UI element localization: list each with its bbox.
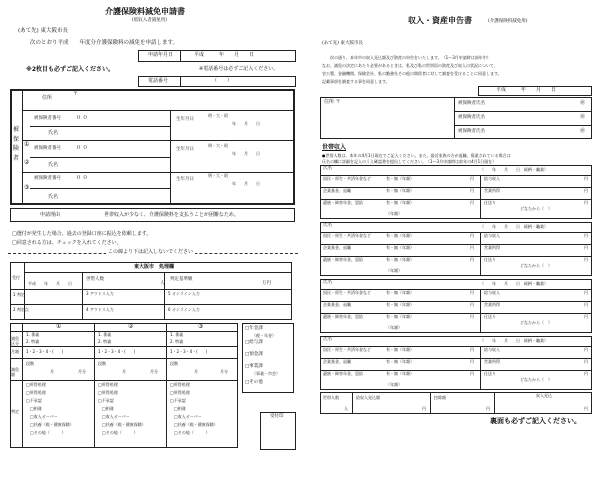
proc-income-unit: 万円 — [262, 281, 271, 286]
member-2-right-yen-2: 円 — [584, 245, 588, 250]
member-4-rule-2 — [320, 358, 592, 359]
summary-deduct: 控除額 — [434, 395, 446, 400]
member-1-right-yen-1: 円 — [584, 176, 588, 181]
right-insured-2: 被保険者氏名 — [458, 115, 485, 120]
member-2-yen-3: 円 — [470, 257, 474, 262]
person-3-insured-prefix[interactable]: ０ ０ — [76, 175, 88, 181]
member-3-right-label-2: 営業所得 — [484, 302, 500, 307]
member-1-yen-3: 円 — [470, 200, 474, 205]
right-seal-2: ㊞ — [580, 114, 586, 120]
c3-check-3[interactable]: □不承認 — [170, 398, 186, 403]
member-3-divider — [480, 289, 481, 333]
member-1-right-yen-2: 円 — [584, 188, 588, 193]
member-1-yen-2: 円 — [470, 188, 474, 193]
c1-check-5[interactable]: □収入オーバー — [30, 414, 58, 419]
member-4-right-label-2: 営業所得 — [484, 359, 500, 364]
c3-check-5[interactable]: □収入オーバー — [174, 414, 202, 419]
summary-expected: 収入見込 — [536, 393, 552, 398]
notice-two-copies: ※2枚目も必ずご記入ください。 — [26, 66, 115, 73]
member-4-from-who: どなたから（ ） — [520, 377, 552, 382]
member-4-right-yen-2: 円 — [584, 359, 588, 364]
phone-label: 電話番号 — [148, 78, 169, 84]
proc-income: 判定基準額 — [170, 277, 193, 282]
proc-item-2: 2 判定点 — [13, 307, 29, 312]
member-1-income-1: 国民・厚生・共済年金など — [323, 176, 371, 181]
office-use-line: この線より下は記入しないでください — [108, 249, 194, 255]
member-2-income-2: 企業基金、退職 — [323, 245, 351, 250]
proc-item-4: 4 アウトス入力 — [86, 307, 114, 312]
member-1-yesno-1[interactable]: 有・無（年額） — [386, 176, 414, 181]
person-3-era: 明・大・昭 — [208, 173, 228, 178]
apply-date-label: 申請年月日 — [148, 52, 174, 58]
right-seal-1: ㊞ — [580, 100, 586, 106]
c1-check-6[interactable]: □扶養（税・健康保険） — [30, 422, 74, 427]
member-4-yen-1: 円 — [470, 347, 474, 352]
member-2-right-yen-1: 円 — [584, 233, 588, 238]
dept-note-1: （税・年金） — [252, 333, 276, 338]
c3-check-2[interactable]: □所得処理 — [170, 390, 190, 395]
member-1-yesno-3[interactable]: 有・無（年額） — [386, 200, 414, 205]
back-notice: 裏面も必ずご記入ください。 — [490, 417, 581, 425]
processing-box — [10, 262, 292, 320]
member-3-birth: （ 年 月 日 続柄・職業） — [480, 281, 548, 286]
person-1-era: 明・大・昭 — [208, 113, 228, 118]
member-4-annual: （年額） — [386, 382, 402, 387]
right-seal-3: ㊞ — [580, 128, 586, 134]
c2-to: 月分 — [150, 369, 158, 374]
member-4-right-label-1: 給与収入 — [484, 347, 500, 352]
c3-check-1[interactable]: □所得処理 — [170, 382, 190, 387]
member-4-income-1: 国民・厚生・共済年金など — [323, 347, 371, 352]
person-2-name-label: 氏名 — [48, 162, 59, 168]
member-3-right-yen-1: 円 — [584, 290, 588, 295]
c3-check-7[interactable]: □その他（ ） — [174, 430, 210, 435]
apply-date-value[interactable]: 平成 年 月 日 — [194, 52, 255, 58]
household-note-2: 氏名の欄に詳細を記入のうえ確認書を提出してください。（1～3月申請時は前年の4月1日現在） — [322, 159, 497, 164]
c2-check-4[interactable]: □相違 — [102, 406, 114, 411]
summary-unit-4: 円 — [584, 406, 588, 411]
person-1-num: ① — [24, 141, 30, 148]
dept-check-4[interactable]: □事業課 — [245, 364, 263, 369]
left-title: 介護保険料減免申請書 — [105, 7, 185, 16]
member-2-divider — [480, 232, 481, 276]
member-3-right-label-1: 給与収入 — [484, 290, 500, 295]
c1-dankai: 段階 — [26, 361, 34, 366]
c1-check-4[interactable]: □相違 — [30, 406, 42, 411]
grid-row-judge: 判定 — [11, 409, 19, 414]
city-section: 東大阪市 処理欄 — [134, 264, 175, 270]
phone-value[interactable]: （ ） — [212, 78, 233, 84]
person-1-birth-label: 生年月日 — [176, 117, 194, 122]
member-3-right-label-3: 仕送り — [484, 314, 496, 319]
member-4-right-label-3: 仕送り — [484, 371, 496, 376]
member-2-birth: （ 年 月 日 続柄・職業） — [480, 224, 548, 229]
reason-text: 世帯収入が少なく、介護保険料を支払うことが困難なため。 — [104, 212, 239, 218]
member-1-yen-1: 円 — [470, 176, 474, 181]
c1-check-2[interactable]: □所得処理 — [26, 390, 46, 395]
member-1-divider — [480, 175, 481, 219]
person-3-birth-label: 生年月日 — [176, 177, 194, 182]
c1-check-7[interactable]: □その他（ ） — [30, 430, 66, 435]
member-4-yen-3: 円 — [470, 371, 474, 376]
c1-check-3[interactable]: □不承認 — [26, 398, 42, 403]
right-insured-1: 被保険者氏名 — [458, 101, 485, 106]
member-4-yesno-2[interactable]: 有・無（年額） — [386, 359, 414, 364]
right-date[interactable]: 平成 年 月 日 — [496, 87, 557, 93]
dept-note-4: （事業・市会） — [252, 371, 280, 376]
person-1-name-label: 氏名 — [48, 130, 59, 136]
stamp-label: 受付印 — [270, 414, 284, 419]
c3-kbn-1[interactable]: 1. 番義 — [170, 332, 184, 337]
proc-household: 世帯人数 — [86, 277, 104, 282]
c1-month[interactable]: 1・2・3・4・( ) — [26, 349, 64, 354]
member-3-right-yen-2: 円 — [584, 302, 588, 307]
member-2-income-3: 遺族・障害年金、恩給 — [323, 257, 363, 262]
summary-unit-3: 円 — [486, 406, 490, 411]
dept-check-5[interactable]: □その他 — [245, 380, 263, 385]
member-4-birth: （ 年 月 日 続柄・職業） — [480, 338, 548, 343]
person-1-insured-prefix[interactable]: ０ ０ — [76, 115, 88, 121]
household-income-title: 世帯収入 — [322, 144, 347, 151]
member-2-right-yen-3: 円 — [584, 257, 588, 262]
address-label: 住所 — [42, 95, 53, 101]
grid-row-kbn: 減免区分 — [11, 336, 19, 347]
c2-check-1[interactable]: □所得処理 — [98, 382, 118, 387]
grid-row-amount: 減免額 — [11, 367, 19, 378]
person-3-ymd: 年 月 日 — [232, 181, 260, 186]
member-2-income-1: 国民・厚生・共済年金など — [323, 233, 371, 238]
c3-month[interactable]: 1・2・3・4・( ) — [170, 349, 208, 354]
proc-item-3: 3 アウトス入力 — [86, 291, 114, 296]
right-title: 収入・資産申告書 — [408, 16, 472, 25]
c2-dankai: 段階 — [98, 361, 106, 366]
person-1-insured-label: 被保険者番号 — [34, 116, 61, 121]
proc-household-unit: 人 — [160, 281, 165, 286]
member-2-yen-2: 円 — [470, 245, 474, 250]
c3-check-4[interactable]: □相違 — [174, 406, 186, 411]
c2-kbn-2[interactable]: 2. 特義 — [98, 339, 112, 344]
c2-month[interactable]: 1・2・3・4・( ) — [98, 349, 136, 354]
person-3-num: ③ — [24, 184, 30, 191]
member-2-yesno-1[interactable]: 有・無（年額） — [386, 233, 414, 238]
left-addressee: (あて先) 東大阪市長 — [18, 28, 69, 34]
person-1-ymd: 年 月 日 — [232, 121, 260, 126]
c3-dankai: 段階 — [170, 361, 178, 366]
person-2-insured-prefix[interactable]: ０ ０ — [76, 145, 88, 151]
member-2-name-label: 氏名 — [323, 223, 332, 228]
member-3-right-yen-3: 円 — [584, 314, 588, 319]
member-3-yen-3: 円 — [470, 314, 474, 319]
right-addressee: (あて先) 東大阪市長 — [322, 41, 363, 46]
left-subtitle: (低収入者減免用) — [132, 18, 168, 23]
member-1-from-who: どなたから（ ） — [520, 206, 552, 211]
member-2-right-label-2: 営業所得 — [484, 245, 500, 250]
address-postal: 〒 — [73, 91, 79, 97]
member-4-income-3: 遺族・障害年金、恩給 — [323, 371, 363, 376]
c2-check-7[interactable]: □その他（ ） — [102, 430, 138, 435]
member-1-right-label-2: 営業所得 — [484, 188, 500, 193]
summary-unit-1: 人 — [344, 406, 348, 411]
notice-phone: ※電話番号は必ずご記入ください。 — [199, 66, 279, 72]
c3-to: 月分 — [220, 369, 228, 374]
c1-check-1[interactable]: □所得処理 — [26, 382, 46, 387]
member-4-name-label: 氏名 — [323, 337, 332, 342]
member-2-right-label-1: 給与収入 — [484, 233, 500, 238]
right-intro-2: なお、減免の決定にあたり必要があるときは、私及び私の世帯員の資産及び収入の状況について、 — [322, 63, 498, 68]
right-subtitle: (介護保険料減免用) — [488, 19, 528, 24]
member-4-divider — [480, 346, 481, 390]
right-intro-1: 次の通り、本年中の収入見込額及び資産の申告をいたします。（1～3月申請時は前年中） — [330, 55, 491, 60]
member-3-yesno-3[interactable]: 有・無（年額） — [386, 314, 414, 319]
member-3-income-3: 遺族・障害年金、恩給 — [323, 314, 363, 319]
member-2-from-who: どなたから（ ） — [520, 263, 552, 268]
person-2-era: 明・大・昭 — [208, 143, 228, 148]
member-1-birth: （ 年 月 日 続柄・職業） — [480, 167, 548, 172]
member-1-annual: （年額） — [386, 211, 402, 216]
member-4-yesno-1[interactable]: 有・無（年額） — [386, 347, 414, 352]
member-1-income-2: 企業基金、退職 — [323, 188, 351, 193]
c1-to: 月分 — [78, 369, 86, 374]
member-2-yesno-3[interactable]: 有・無（年額） — [386, 257, 414, 262]
grid-row-month: 月額 — [11, 349, 19, 354]
c1-from: 月 — [50, 369, 54, 374]
right-address: 住所 〒 — [324, 99, 341, 105]
right-insured-3: 被保険者氏名 — [458, 129, 485, 134]
member-1-right-label-1: 給与収入 — [484, 176, 500, 181]
member-1-rule-2 — [320, 187, 592, 188]
household-note-1: ●世帯人数は、本年の4月1日現在でご記入ください。また、最近家族の方が退職、廃業されている場合は — [322, 153, 511, 158]
person-2-ymd: 年 月 日 — [232, 151, 260, 156]
right-intro-4: 記載事項を調査する事を同意します。 — [322, 79, 390, 84]
member-1-name-label: 氏名 — [323, 166, 332, 171]
member-2-right-label-3: 仕送り — [484, 257, 496, 262]
summary-household: 世帯人数 — [323, 395, 339, 400]
member-3-income-1: 国民・厚生・共済年金など — [323, 290, 371, 295]
member-3-from-who: どなたから（ ） — [520, 320, 552, 325]
proc-item-6: 6 オンライン入力 — [168, 307, 200, 312]
note-same[interactable]: □同意される方は、チェックを入れてください。 — [12, 240, 122, 246]
member-2-yen-1: 円 — [470, 233, 474, 238]
member-1-income-3: 遺族・障害年金、恩給 — [323, 200, 363, 205]
member-2-rule-2 — [320, 244, 592, 245]
member-1-right-label-3: 仕送り — [484, 200, 496, 205]
person-3-insured-label: 被保険者番号 — [34, 176, 61, 181]
c2-kbn-1[interactable]: 1. 番義 — [98, 332, 112, 337]
c2-check-3[interactable]: □不承認 — [98, 398, 114, 403]
dept-check-3[interactable]: □預金課 — [245, 352, 263, 357]
member-2-annual: （年額） — [386, 268, 402, 273]
c1-kbn-2[interactable]: 2. 特義 — [26, 339, 40, 344]
grid-col-3: ③ — [198, 323, 204, 330]
left-intro: 次のとおり平成 年度分介護保険料の減免を申請します。 — [30, 40, 179, 46]
member-3-yen-1: 円 — [470, 290, 474, 295]
member-1-yesno-2[interactable]: 有・無（年額） — [386, 188, 414, 193]
proc-item-1: 1 判定 — [13, 292, 25, 297]
reason-label: 申請理由 — [40, 212, 61, 218]
applicant-side-label: 被保険者 — [13, 126, 20, 162]
c1-kbn-1[interactable]: 1. 番義 — [26, 332, 40, 337]
c2-check-2[interactable]: □所得処理 — [98, 390, 118, 395]
member-1-right-yen-3: 円 — [584, 200, 588, 205]
person-2-num: ② — [24, 159, 30, 166]
member-3-yesno-1[interactable]: 有・無（年額） — [386, 290, 414, 295]
member-3-yesno-2[interactable]: 有・無（年額） — [386, 302, 414, 307]
member-3-annual: （年額） — [386, 325, 402, 330]
c3-check-6[interactable]: □扶養（税・健康保険） — [174, 422, 218, 427]
member-2-yesno-2[interactable]: 有・無（年額） — [386, 245, 414, 250]
c2-check-6[interactable]: □扶養（税・健康保険） — [102, 422, 146, 427]
note-refund[interactable]: □選付が発生した場合、過去の登録口座に振込を依頼します。 — [12, 231, 152, 237]
right-insured-box — [320, 97, 592, 139]
grid-col-2: ② — [128, 323, 134, 330]
dept-check-1[interactable]: □年金課 — [245, 326, 263, 331]
summary-income: 給収入見込額 — [356, 395, 380, 400]
grid-col-1: ① — [56, 323, 62, 330]
member-4-yesno-3[interactable]: 有・無（年額） — [386, 371, 414, 376]
summary-unit-2: 円 — [422, 406, 426, 411]
c2-check-5[interactable]: □収入オーバー — [102, 414, 130, 419]
c2-from: 月 — [122, 369, 126, 374]
proc-receipt: 受付 — [12, 275, 20, 280]
proc-date: 平成 年 月 日 — [28, 281, 72, 286]
proc-item-5: 5 オンライン入力 — [168, 291, 200, 296]
person-2-birth-label: 生年月日 — [176, 147, 194, 152]
member-4-yen-2: 円 — [470, 359, 474, 364]
member-3-rule-2 — [320, 301, 592, 302]
right-intro-3: 官公署、金融機関、保険会社、私の勤務先その他の関係者に対して調査を受けることに同意します。 — [322, 71, 502, 76]
member-3-income-2: 企業基金、退職 — [323, 302, 351, 307]
member-4-income-2: 企業基金、退職 — [323, 359, 351, 364]
c3-from: 月 — [194, 369, 198, 374]
member-4-right-yen-3: 円 — [584, 371, 588, 376]
member-3-name-label: 氏名 — [323, 280, 332, 285]
person-2-insured-label: 被保険者番号 — [34, 146, 61, 151]
dept-check-2[interactable]: □給与課 — [245, 340, 263, 345]
c3-kbn-2[interactable]: 2. 特義 — [170, 339, 184, 344]
member-4-right-yen-1: 円 — [584, 347, 588, 352]
member-3-yen-2: 円 — [470, 302, 474, 307]
person-3-name-label: 氏名 — [48, 194, 59, 200]
